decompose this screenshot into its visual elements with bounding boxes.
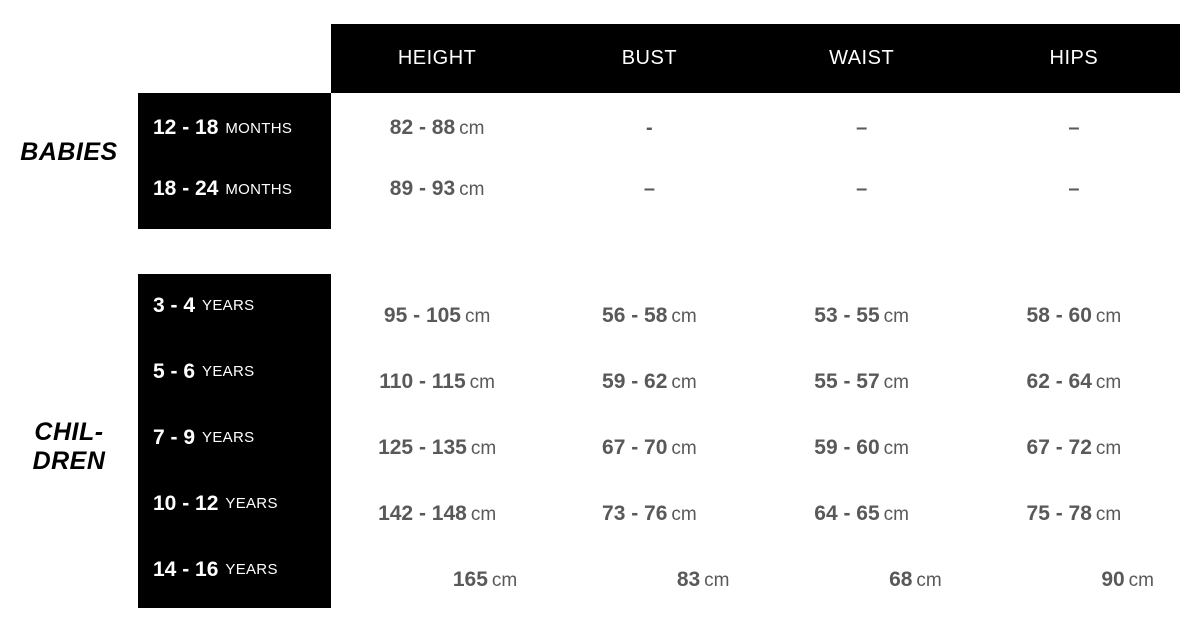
cell-value: 95 - 105 (383, 303, 461, 327)
age-value: 7 - 9 (153, 425, 196, 449)
cell-waist: – (856, 177, 868, 200)
cell-unit: cm (1095, 503, 1122, 525)
age-unit: YEARS (202, 297, 255, 314)
age-unit: YEARS (225, 495, 278, 512)
cell-unit: cm (883, 503, 909, 525)
cell-unit: cm (1095, 371, 1122, 393)
cell-value: 59 - 62 (602, 369, 668, 393)
cell-unit: cm (1095, 437, 1122, 459)
column-header-hips: HIPS (1049, 47, 1099, 69)
cell-hips: – (1068, 116, 1080, 139)
group-label-children-line-1: CHIL- (34, 418, 104, 446)
age-cell-babies-1 (138, 161, 331, 217)
cell-value: 75 - 78 (1026, 501, 1092, 525)
cell-bust (543, 568, 755, 592)
cell-unit: cm (464, 305, 491, 327)
cell-hips (968, 502, 1180, 526)
cell-bust: – (643, 177, 655, 200)
cell-value: 165 (452, 567, 488, 591)
cell-value: 83 (676, 567, 701, 591)
table-row-children-2 (331, 424, 1180, 471)
cell-value: 125 - 135 (378, 435, 467, 459)
group-label-children (0, 418, 138, 476)
column-header-bust: BUST (621, 47, 678, 69)
age-cell-children-4 (138, 546, 331, 593)
cell-hips: – (1068, 177, 1080, 200)
cell-value: 90 (1101, 567, 1125, 591)
age-unit: MONTHS (225, 180, 293, 198)
cell-unit: cm (671, 305, 697, 327)
cell-value: 64 - 65 (814, 501, 880, 525)
cell-hips (968, 436, 1180, 460)
cell-value: 58 - 60 (1026, 303, 1092, 327)
table-row-children-3 (331, 490, 1180, 537)
cell-height (331, 304, 543, 328)
header-row (331, 24, 1180, 93)
cell-waist (756, 370, 968, 394)
cell-unit: cm (883, 437, 909, 459)
age-cell-children-3 (138, 480, 331, 527)
cell-value: 82 - 88 (389, 116, 456, 139)
group-label-children-line-2: DREN (32, 446, 106, 475)
cell-bust (543, 370, 755, 394)
age-unit: YEARS (202, 429, 255, 446)
cell-value: 67 - 72 (1026, 435, 1092, 459)
cell-bust (543, 502, 755, 526)
cell-unit: cm (459, 179, 485, 200)
age-unit: YEARS (202, 363, 255, 380)
cell-waist (756, 502, 968, 526)
cell-unit: cm (671, 503, 697, 525)
cell-value: 89 - 93 (389, 177, 456, 200)
cell-height (331, 568, 543, 592)
age-cell-children-2 (138, 414, 331, 461)
cell-waist (756, 304, 968, 328)
cell-unit: cm (1095, 305, 1122, 327)
age-cell-children-1 (138, 348, 331, 395)
table-row-children-0 (331, 292, 1180, 339)
age-value: 14 - 16 (153, 557, 219, 581)
table-row-babies-1 (331, 161, 1180, 217)
group-label-babies-line-1: BABIES (20, 138, 118, 166)
cell-waist: – (856, 116, 868, 139)
age-cell-children-0 (138, 282, 331, 329)
age-value: 12 - 18 (153, 116, 219, 139)
cell-unit: cm (671, 437, 697, 459)
age-value: 3 - 4 (153, 293, 196, 317)
table-row-children-4 (331, 556, 1180, 603)
cell-value: 53 - 55 (814, 303, 880, 327)
cell-waist (756, 568, 968, 592)
cell-height (331, 502, 543, 526)
cell-bust (543, 436, 755, 460)
cell-bust: - (646, 116, 653, 139)
cell-hips (968, 568, 1180, 592)
column-header-height: HEIGHT (397, 47, 477, 69)
age-cell-babies-0 (138, 100, 331, 156)
cell-value: 56 - 58 (602, 303, 668, 327)
column-header-waist: WAIST (829, 47, 895, 69)
cell-unit: cm (470, 503, 497, 525)
cell-value: 55 - 57 (814, 369, 880, 393)
cell-unit: cm (704, 569, 730, 591)
cell-value: 59 - 60 (814, 435, 880, 459)
cell-height (331, 116, 543, 140)
cell-hips (968, 304, 1180, 328)
age-value: 5 - 6 (153, 359, 196, 383)
cell-unit: cm (883, 305, 909, 327)
cell-unit: cm (470, 437, 497, 459)
cell-unit: cm (491, 569, 518, 591)
age-value: 18 - 24 (153, 177, 219, 200)
cell-unit: cm (883, 371, 909, 393)
cell-unit: cm (1128, 569, 1154, 591)
cell-waist (756, 436, 968, 460)
cell-height (331, 177, 543, 201)
cell-value: 142 - 148 (378, 501, 467, 525)
cell-height (331, 436, 543, 460)
cell-value: 62 - 64 (1026, 369, 1092, 393)
cell-hips (968, 370, 1180, 394)
cell-value: 67 - 70 (602, 435, 668, 459)
cell-unit: cm (916, 569, 942, 591)
cell-value: 73 - 76 (602, 501, 668, 525)
cell-unit: cm (469, 371, 495, 393)
table-row-babies-0 (331, 100, 1180, 156)
cell-bust (543, 304, 755, 328)
cell-height (331, 370, 543, 394)
age-unit: MONTHS (225, 119, 293, 137)
table-row-children-1 (331, 358, 1180, 405)
cell-unit: cm (459, 118, 485, 139)
cell-value: 110 - 115 (379, 369, 466, 393)
age-value: 10 - 12 (153, 491, 219, 515)
group-label-babies (0, 138, 138, 167)
cell-unit: cm (671, 371, 697, 393)
cell-value: 68 (889, 567, 913, 591)
age-unit: YEARS (225, 561, 278, 578)
